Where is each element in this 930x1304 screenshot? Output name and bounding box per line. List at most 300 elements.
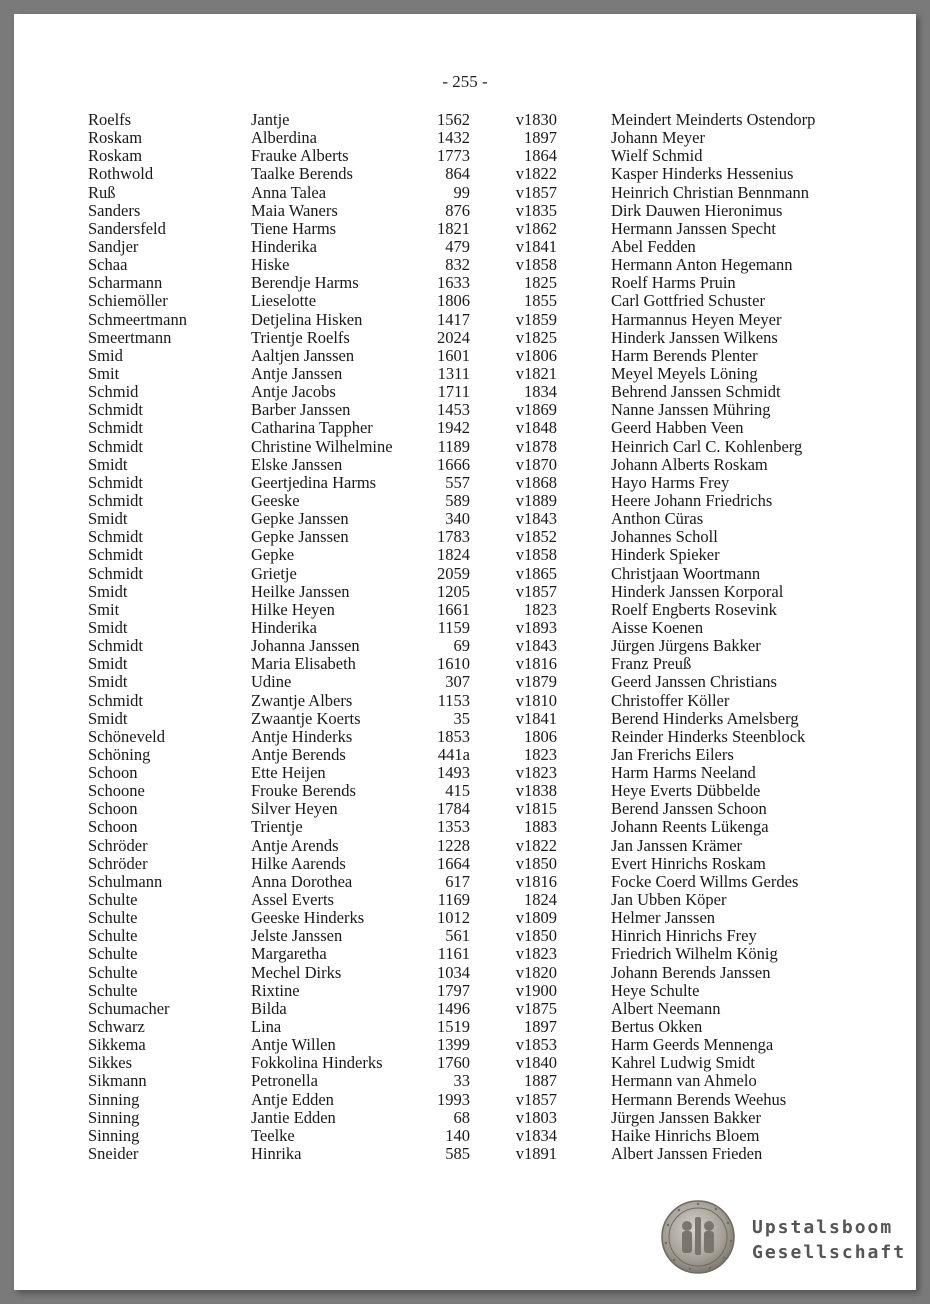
entry-number-cell: 2024 [437, 327, 470, 347]
entry-number-cell: 415 [445, 781, 470, 801]
entry-number-cell: 589 [445, 490, 470, 510]
surname-cell: Sneider [88, 1144, 139, 1164]
given-name-cell: Grietje [251, 563, 297, 583]
given-name-cell: Geeske Hinderks [251, 908, 365, 928]
register-row [0, 510, 930, 528]
date-cell: v1870 [515, 454, 557, 474]
entry-number-cell: 2059 [437, 563, 470, 583]
surname-cell: Schmidt [88, 472, 144, 492]
entry-number-cell: 1169 [437, 890, 470, 910]
register-row [0, 456, 930, 474]
register-row [0, 165, 930, 183]
date-cell: v1889 [515, 490, 557, 510]
entry-number-cell: 1942 [437, 418, 470, 438]
date-cell: v1862 [515, 218, 557, 238]
given-name-cell: Hilke Heyen [251, 599, 335, 619]
entry-number-cell: 1161 [437, 944, 470, 964]
given-name-cell: Antje Arends [251, 835, 339, 855]
spouse-cell: Heye Schulte [611, 980, 700, 1000]
spouse-cell: Heere Johann Friedrichs [611, 490, 773, 510]
entry-number-cell: 1399 [437, 1035, 470, 1055]
surname-cell: Schöning [88, 744, 151, 764]
given-name-cell: Lieselotte [251, 291, 317, 311]
register-row [0, 1145, 930, 1163]
register-row [0, 111, 930, 129]
given-name-cell: Margaretha [251, 944, 327, 964]
given-name-cell: Barber Janssen [251, 400, 351, 420]
given-name-cell: Trientje [251, 817, 303, 837]
entry-number-cell: 1205 [437, 581, 470, 601]
surname-cell: Schulmann [88, 871, 163, 891]
entry-number-cell: 864 [445, 164, 470, 184]
entry-number-cell: 832 [445, 255, 470, 275]
date-cell: 1897 [524, 1017, 557, 1037]
surname-cell: Schmidt [88, 545, 144, 565]
surname-cell: Roskam [88, 128, 143, 148]
spouse-cell: Meyel Meyels Löning [611, 363, 758, 383]
given-name-cell: Antje Jacobs [251, 382, 336, 402]
given-name-cell: Berendje Harms [251, 273, 359, 293]
given-name-cell: Fokkolina Hinderks [251, 1053, 383, 1073]
date-cell: v1838 [515, 781, 557, 801]
date-cell: v1857 [515, 581, 557, 601]
spouse-cell: Jürgen Jürgens Bakker [611, 636, 761, 656]
spouse-cell: Friedrich Wilhelm König [611, 944, 778, 964]
register-row [0, 238, 930, 256]
surname-cell: Roelfs [88, 110, 132, 129]
date-cell: v1893 [515, 617, 557, 637]
spouse-cell: Harmannus Heyen Meyer [611, 309, 782, 329]
register-row [0, 565, 930, 583]
register-row [0, 1109, 930, 1127]
surname-cell: Schmidt [88, 636, 144, 656]
date-cell: 1883 [524, 817, 557, 837]
spouse-cell: Johann Meyer [611, 128, 705, 148]
register-row [0, 1000, 930, 1018]
spouse-cell: Franz Preuß [611, 654, 692, 674]
date-cell: v1834 [515, 1125, 557, 1145]
spouse-cell: Kasper Hinderks Hessenius [611, 164, 794, 184]
entry-number-cell: 1562 [437, 110, 470, 129]
spouse-cell: Jan Frerichs Eilers [611, 744, 734, 764]
register-row [0, 329, 930, 347]
spouse-cell: Abel Fedden [611, 236, 696, 256]
date-cell: 1825 [524, 273, 557, 293]
date-cell: v1900 [515, 980, 557, 1000]
register-row [0, 909, 930, 927]
entry-number-cell: 68 [453, 1107, 470, 1127]
entry-number-cell: 557 [445, 472, 470, 492]
entry-number-cell: 1159 [437, 617, 470, 637]
register-row [0, 746, 930, 764]
register-row [0, 673, 930, 691]
given-name-cell: Assel Everts [251, 890, 334, 910]
spouse-cell: Hinrich Hinrichs Frey [611, 926, 757, 946]
entry-number-cell: 1189 [437, 436, 470, 456]
logo-line-2: Gesellschaft [752, 1242, 907, 1263]
spouse-cell: Dirk Dauwen Hieronimus [611, 200, 783, 220]
register-row [0, 583, 930, 601]
entry-number-cell: 1034 [437, 962, 470, 982]
surname-cell: Sanders [88, 200, 141, 220]
spouse-cell: Behrend Janssen Schmidt [611, 382, 781, 402]
date-cell: v1822 [515, 835, 557, 855]
register-row [0, 401, 930, 419]
given-name-cell: Hinrika [251, 1144, 302, 1164]
register-row [0, 546, 930, 564]
given-name-cell: Frouke Berends [251, 781, 356, 801]
given-name-cell: Zwantje Albers [251, 690, 353, 710]
spouse-cell: Geerd Habben Veen [611, 418, 744, 438]
spouse-cell: Roelf Harms Pruin [611, 273, 736, 293]
date-cell: v1816 [515, 871, 557, 891]
surname-cell: Schmidt [88, 527, 144, 547]
register-row [0, 528, 930, 546]
date-cell: 1806 [524, 726, 557, 746]
given-name-cell: Aaltjen Janssen [251, 345, 355, 365]
date-cell: 1824 [524, 890, 557, 910]
given-name-cell: Hiske [251, 255, 290, 275]
given-name-cell: Johanna Janssen [251, 636, 360, 656]
register-row [0, 347, 930, 365]
register-row [0, 292, 930, 310]
given-name-cell: Lina [251, 1017, 282, 1037]
surname-cell: Sandjer [88, 236, 139, 256]
register-row [0, 982, 930, 1000]
register-row [0, 274, 930, 292]
spouse-cell: Jan Janssen Krämer [611, 835, 743, 855]
surname-cell: Schaa [88, 255, 128, 275]
date-cell: v1857 [515, 1089, 557, 1109]
given-name-cell: Geertjedina Harms [251, 472, 377, 492]
entry-number-cell: 1666 [437, 454, 470, 474]
entry-number-cell: 1601 [437, 345, 470, 365]
date-cell: v1857 [515, 182, 557, 202]
entry-number-cell: 617 [445, 871, 470, 891]
spouse-cell: Heinrich Christian Bennmann [611, 182, 809, 202]
entry-number-cell: 340 [445, 509, 470, 529]
given-name-cell: Gepke Janssen [251, 527, 349, 547]
date-cell: v1841 [515, 236, 557, 256]
date-cell: v1850 [515, 853, 557, 873]
entry-number-cell: 1661 [437, 599, 470, 619]
given-name-cell: Trientje Roelfs [251, 327, 350, 347]
spouse-cell: Heye Everts Dübbelde [611, 781, 761, 801]
date-cell: v1823 [515, 763, 557, 783]
spouse-cell: Haike Hinrichs Bloem [611, 1125, 760, 1145]
surname-cell: Sikkes [88, 1053, 133, 1073]
surname-cell: Sinning [88, 1107, 140, 1127]
register-row [0, 311, 930, 329]
register-list [0, 111, 930, 1163]
date-cell: v1823 [515, 944, 557, 964]
date-cell: v1853 [515, 1035, 557, 1055]
entry-number-cell: 561 [445, 926, 470, 946]
given-name-cell: Hinderika [251, 617, 317, 637]
spouse-cell: Hinderk Spieker [611, 545, 720, 565]
surname-cell: Schröder [88, 853, 148, 873]
date-cell: 1887 [524, 1071, 557, 1091]
surname-cell: Schulte [88, 980, 138, 1000]
register-row [0, 1018, 930, 1036]
entry-number-cell: 441a [437, 744, 470, 764]
entry-number-cell: 1760 [437, 1053, 470, 1073]
spouse-cell: Berend Janssen Schoon [611, 799, 767, 819]
given-name-cell: Antje Willen [251, 1035, 336, 1055]
given-name-cell: Jantie Edden [251, 1107, 336, 1127]
given-name-cell: Jelste Janssen [251, 926, 343, 946]
date-cell: v1816 [515, 654, 557, 674]
spouse-cell: Christoffer Köller [611, 690, 730, 710]
register-row [0, 800, 930, 818]
date-cell: v1850 [515, 926, 557, 946]
register-row [0, 891, 930, 909]
register-row [0, 1127, 930, 1145]
page-number: - 255 - [442, 72, 488, 91]
date-cell: v1809 [515, 908, 557, 928]
surname-cell: Smit [88, 363, 120, 383]
surname-cell: Smidt [88, 672, 128, 692]
register-row [0, 1072, 930, 1090]
surname-cell: Smid [88, 345, 123, 365]
date-cell: v1875 [515, 998, 557, 1018]
surname-cell: Smidt [88, 581, 128, 601]
register-row [0, 873, 930, 891]
spouse-cell: Helmer Janssen [611, 908, 716, 928]
given-name-cell: Antje Berends [251, 744, 346, 764]
given-name-cell: Zwaantje Koerts [251, 708, 361, 728]
register-row [0, 129, 930, 147]
surname-cell: Schulte [88, 890, 138, 910]
date-cell: v1848 [515, 418, 557, 438]
spouse-cell: Harm Berends Plenter [611, 345, 758, 365]
entry-number-cell: 1496 [437, 998, 470, 1018]
surname-cell: Sinning [88, 1125, 140, 1145]
register-row [0, 710, 930, 728]
given-name-cell: Catharina Tappher [251, 418, 373, 438]
entry-number-cell: 1311 [437, 363, 470, 383]
register-row [0, 782, 930, 800]
spouse-cell: Bertus Okken [611, 1017, 703, 1037]
given-name-cell: Gepke Janssen [251, 509, 349, 529]
date-cell: 1834 [524, 382, 557, 402]
date-cell: v1879 [515, 672, 557, 692]
surname-cell: Smeertmann [88, 327, 172, 347]
date-cell: v1815 [515, 799, 557, 819]
date-cell: v1865 [515, 563, 557, 583]
entry-number-cell: 876 [445, 200, 470, 220]
surname-cell: Schmidt [88, 563, 144, 583]
given-name-cell: Elske Janssen [251, 454, 343, 474]
surname-cell: Sandersfeld [88, 218, 166, 238]
entry-number-cell: 1153 [437, 690, 470, 710]
given-name-cell: Geeske [251, 490, 300, 510]
surname-cell: Schmidt [88, 490, 144, 510]
date-cell: v1825 [515, 327, 557, 347]
entry-number-cell: 1773 [437, 146, 470, 166]
spouse-cell: Albert Janssen Frieden [611, 1144, 763, 1164]
given-name-cell: Antje Hinderks [251, 726, 353, 746]
given-name-cell: Christine Wilhelmine [251, 436, 393, 456]
register-row [0, 474, 930, 492]
given-name-cell: Petronella [251, 1071, 318, 1091]
date-cell: v1835 [515, 200, 557, 220]
given-name-cell: Anna Dorothea [251, 871, 353, 891]
given-name-cell: Rixtine [251, 980, 300, 1000]
register-row [0, 492, 930, 510]
surname-cell: Ruß [88, 182, 116, 202]
date-cell: v1840 [515, 1053, 557, 1073]
date-cell: 1855 [524, 291, 557, 311]
given-name-cell: Udine [251, 672, 292, 692]
entry-number-cell: 1806 [437, 291, 470, 311]
publisher-logo [660, 1199, 907, 1275]
date-cell: 1897 [524, 128, 557, 148]
date-cell: v1852 [515, 527, 557, 547]
register-row [0, 692, 930, 710]
surname-cell: Smidt [88, 617, 128, 637]
spouse-cell: Hermann Berends Weehus [611, 1089, 787, 1109]
register-row [0, 601, 930, 619]
date-cell: v1810 [515, 690, 557, 710]
logo-line-1: Upstalsboom [752, 1217, 894, 1238]
entry-number-cell: 1853 [437, 726, 470, 746]
given-name-cell: Anna Talea [251, 182, 327, 202]
register-row [0, 147, 930, 165]
spouse-cell: Heinrich Carl C. Kohlenberg [611, 436, 803, 456]
surname-cell: Scharmann [88, 273, 163, 293]
given-name-cell: Ette Heijen [251, 763, 326, 783]
entry-number-cell: 1432 [437, 128, 470, 148]
surname-cell: Schmidt [88, 690, 144, 710]
given-name-cell: Antje Janssen [251, 363, 343, 383]
surname-cell: Schoon [88, 763, 138, 783]
spouse-cell: Hinderk Janssen Korporal [611, 581, 784, 601]
date-cell: 1823 [524, 599, 557, 619]
register-row [0, 184, 930, 202]
surname-cell: Schmeertmann [88, 309, 187, 329]
register-row [0, 438, 930, 456]
register-row [0, 964, 930, 982]
spouse-cell: Johann Reents Lükenga [611, 817, 769, 837]
given-name-cell: Jantje [251, 110, 290, 129]
register-row [0, 202, 930, 220]
surname-cell: Schoone [88, 781, 145, 801]
surname-cell: Smidt [88, 654, 128, 674]
surname-cell: Sinning [88, 1089, 140, 1109]
entry-number-cell: 35 [453, 708, 470, 728]
date-cell: 1823 [524, 744, 557, 764]
date-cell: v1868 [515, 472, 557, 492]
surname-cell: Sikkema [88, 1035, 146, 1055]
given-name-cell: Maria Elisabeth [251, 654, 356, 674]
register-row [0, 945, 930, 963]
spouse-cell: Kahrel Ludwig Smidt [611, 1053, 755, 1073]
date-cell: 1864 [524, 146, 557, 166]
spouse-cell: Wielf Schmid [611, 146, 703, 166]
spouse-cell: Johann Berends Janssen [611, 962, 771, 982]
spouse-cell: Johannes Scholl [611, 527, 718, 547]
spouse-cell: Roelf Engberts Rosevink [611, 599, 777, 619]
spouse-cell: Carl Gottfried Schuster [611, 291, 765, 311]
register-row [0, 655, 930, 673]
spouse-cell: Meindert Meinderts Ostendorp [611, 110, 816, 129]
surname-cell: Smit [88, 599, 120, 619]
register-row [0, 256, 930, 274]
spouse-cell: Geerd Janssen Christians [611, 672, 777, 692]
entry-number-cell: 1784 [437, 799, 470, 819]
surname-cell: Sikmann [88, 1071, 147, 1091]
given-name-cell: Antje Edden [251, 1089, 334, 1109]
given-name-cell: Frauke Alberts [251, 146, 349, 166]
register-row [0, 728, 930, 746]
register-row [0, 1091, 930, 1109]
entry-number-cell: 1353 [437, 817, 470, 837]
register-row [0, 419, 930, 437]
register-row [0, 764, 930, 782]
spouse-cell: Jürgen Janssen Bakker [611, 1107, 761, 1127]
surname-cell: Schulte [88, 944, 138, 964]
given-name-cell: Teelke [251, 1125, 295, 1145]
date-cell: v1820 [515, 962, 557, 982]
surname-cell: Schwarz [88, 1017, 145, 1037]
upstalsboom-seal-icon [660, 1199, 736, 1275]
spouse-cell: Harm Geerds Mennenga [611, 1035, 774, 1055]
spouse-cell: Focke Coerd Willms Gerdes [611, 871, 799, 891]
surname-cell: Schmidt [88, 436, 144, 456]
date-cell: v1858 [515, 545, 557, 565]
surname-cell: Rothwold [88, 164, 154, 184]
date-cell: v1841 [515, 708, 557, 728]
register-row [0, 365, 930, 383]
given-name-cell: Bilda [251, 998, 287, 1018]
register-row [0, 637, 930, 655]
spouse-cell: Reinder Hinderks Steenblock [611, 726, 806, 746]
given-name-cell: Silver Heyen [251, 799, 338, 819]
date-cell: v1878 [515, 436, 557, 456]
date-cell: v1859 [515, 309, 557, 329]
spouse-cell: Evert Hinrichs Roskam [611, 853, 766, 873]
surname-cell: Schöneveld [88, 726, 165, 746]
entry-number-cell: 69 [453, 636, 470, 656]
given-name-cell: Hilke Aarends [251, 853, 346, 873]
surname-cell: Schmidt [88, 418, 144, 438]
surname-cell: Schulte [88, 908, 138, 928]
date-cell: v1843 [515, 636, 557, 656]
register-row [0, 855, 930, 873]
date-cell: v1869 [515, 400, 557, 420]
surname-cell: Schröder [88, 835, 148, 855]
spouse-cell: Nanne Janssen Mühring [611, 400, 771, 420]
entry-number-cell: 1493 [437, 763, 470, 783]
register-row [0, 1036, 930, 1054]
given-name-cell: Gepke [251, 545, 295, 565]
logo-wordmark [752, 1215, 906, 1265]
entry-number-cell: 1453 [437, 400, 470, 420]
register-row [0, 220, 930, 238]
entry-number-cell: 33 [453, 1071, 470, 1091]
spouse-cell: Albert Neemann [611, 998, 721, 1018]
entry-number-cell: 1417 [437, 309, 470, 329]
given-name-cell: Detjelina Hisken [251, 309, 363, 329]
spouse-cell: Harm Harms Neeland [611, 763, 756, 783]
surname-cell: Schmid [88, 382, 139, 402]
register-row [0, 818, 930, 836]
surname-cell: Schiemöller [88, 291, 168, 311]
entry-number-cell: 1797 [437, 980, 470, 1000]
given-name-cell: Heilke Janssen [251, 581, 350, 601]
spouse-cell: Hayo Harms Frey [611, 472, 730, 492]
